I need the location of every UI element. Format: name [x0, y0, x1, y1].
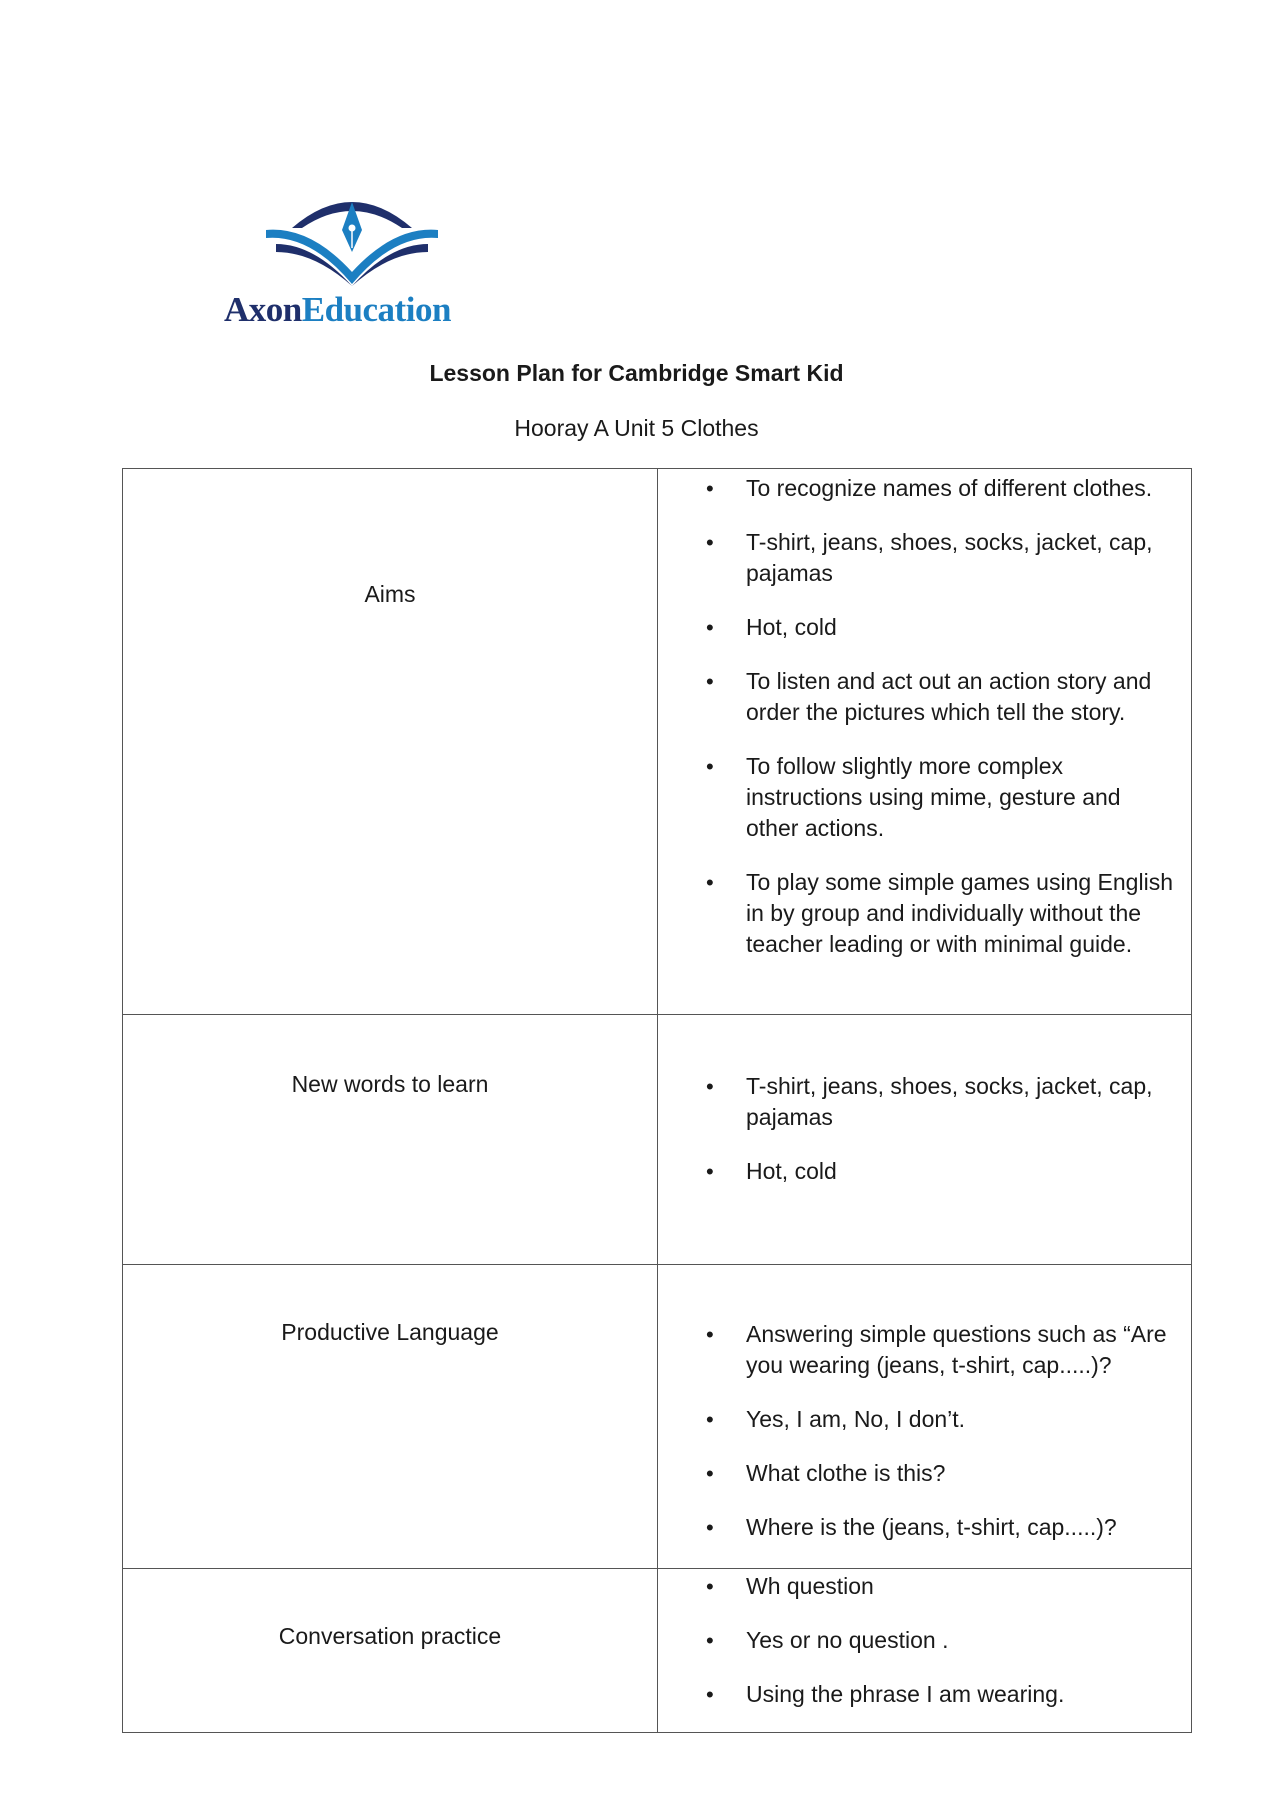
list-item: • Wh question: [658, 1571, 1191, 1602]
bullet-list: [658, 1569, 1191, 1710]
list-item: • To follow slightly more complex instructions using mime, gesture and other actions.: [658, 751, 1191, 844]
row-label: Aims: [364, 581, 416, 607]
row-label-cell: [123, 1569, 658, 1733]
list-item: • T-shirt, jeans, shoes, socks, jacket, cap, pajamas: [658, 1071, 1191, 1133]
list-item: • Hot, cold: [658, 612, 1191, 643]
row-label-cell: [123, 1015, 658, 1265]
logo: [222, 188, 482, 328]
row-content-cell: [658, 1569, 1192, 1733]
list-item: • Using the phrase I am wearing.: [658, 1679, 1191, 1710]
list-item: • Yes, I am, No, I don’t.: [658, 1404, 1191, 1435]
row-label: Productive Language: [281, 1319, 499, 1345]
logo-brand-part1: Axon: [224, 290, 302, 329]
bullet-list: [658, 1015, 1191, 1187]
logo-wordmark: [224, 290, 451, 330]
list-item: • Answering simple questions such as “Are you wearing (jeans, t-shirt, cap.....)?: [658, 1319, 1191, 1381]
table-row-aims: [123, 469, 1192, 1015]
row-label-cell: [123, 1265, 658, 1569]
open-book-pen-icon: [262, 188, 442, 288]
lesson-plan-table: [122, 468, 1192, 1733]
page-title: Lesson Plan for Cambridge Smart Kid: [429, 360, 844, 386]
list-item: • What clothe is this?: [658, 1458, 1191, 1489]
logo-brand-part2: Education: [301, 290, 451, 329]
row-content-cell: [658, 1265, 1192, 1569]
list-item: • To listen and act out an action story and order the pictures which tell the story.: [658, 666, 1191, 728]
row-content-cell: [658, 469, 1192, 1015]
table-row-productive-language: [123, 1265, 1192, 1569]
table-row-new-words: [123, 1015, 1192, 1265]
page-subtitle: Hooray A Unit 5 Clothes: [514, 415, 759, 441]
list-item: • T-shirt, jeans, shoes, socks, jacket, cap, pajamas: [658, 527, 1191, 589]
table-row-conversation-practice: [123, 1569, 1192, 1733]
bullet-list: [658, 1265, 1191, 1543]
row-label-cell: [123, 469, 658, 1015]
row-label: New words to learn: [291, 1071, 489, 1097]
list-item: • Where is the (jeans, t-shirt, cap.....)?: [658, 1512, 1191, 1543]
row-content-cell: [658, 1015, 1192, 1265]
list-item: • To play some simple games using English in by group and individually without the teacher leading or with minimal guide.: [658, 867, 1191, 960]
bullet-list: [658, 469, 1191, 960]
list-item: • To recognize names of different clothes.: [658, 473, 1191, 504]
list-item: • Yes or no question .: [658, 1625, 1191, 1656]
list-item: • Hot, cold: [658, 1156, 1191, 1187]
row-label: Conversation practice: [278, 1623, 502, 1649]
